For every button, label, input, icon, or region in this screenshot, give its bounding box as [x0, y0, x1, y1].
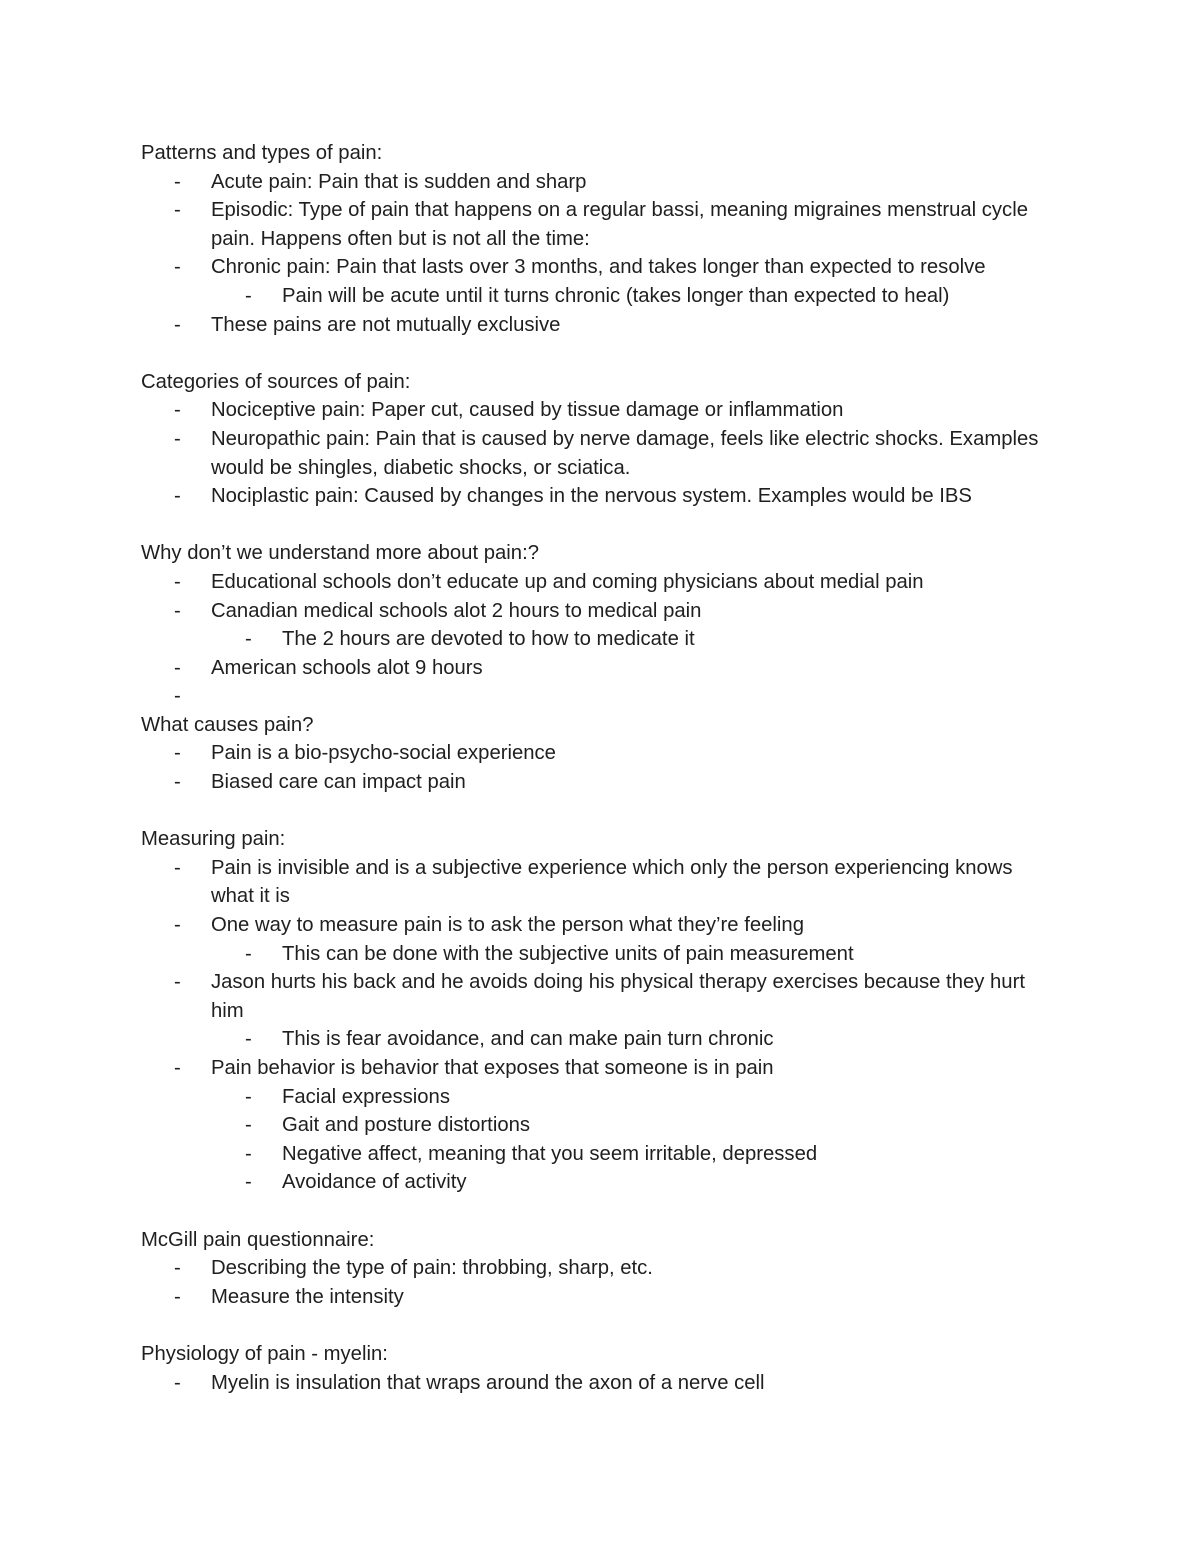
- bullet-list: [141, 1369, 1061, 1398]
- sub-list-item-text: Negative affect, meaning that you seem irritable, depressed: [282, 1142, 818, 1165]
- list-item-text: Nociceptive pain: Paper cut, caused by tissue damage or inflammation: [211, 399, 844, 422]
- section-mcgill-questionnaire: [141, 1226, 1061, 1312]
- sub-list-item: [211, 625, 1061, 654]
- section-heading: What causes pain?: [141, 713, 314, 736]
- list-item: [141, 1369, 1061, 1398]
- section-what-causes-pain: [141, 711, 1061, 797]
- section-heading: McGill pain questionnaire:: [141, 1228, 375, 1251]
- list-item: [141, 597, 1061, 654]
- list-item: [141, 854, 1061, 911]
- list-item: [141, 911, 1061, 968]
- list-item-text: Educational schools don’t educate up and coming physicians about medial pain: [211, 570, 924, 593]
- sub-list-item-text: Facial expressions: [282, 1085, 450, 1108]
- list-item: [141, 654, 1061, 683]
- sub-bullet-list: [211, 282, 1061, 311]
- list-item-text: Pain is a bio-psycho-social experience: [211, 742, 556, 765]
- list-item-text: Episodic: Type of pain that happens on a regular bassi, meaning migraines menstrual cycle pain. Happens often but is not all the time:: [211, 199, 1028, 250]
- section-heading: Why don’t we understand more about pain:?: [141, 542, 539, 565]
- bullet-list: [141, 568, 1061, 711]
- sub-list-item-text: Avoidance of activity: [282, 1171, 467, 1194]
- sub-list-item-text: Pain will be acute until it turns chronic (takes longer than expected to heal): [282, 284, 950, 307]
- sub-list-item: [211, 1083, 1061, 1112]
- sub-list-item: [211, 282, 1061, 311]
- list-item: [141, 768, 1061, 797]
- list-item: [141, 196, 1061, 253]
- list-item: [141, 568, 1061, 597]
- sub-list-item-text: The 2 hours are devoted to how to medicate it: [282, 628, 695, 651]
- sub-bullet-list: [211, 940, 1061, 969]
- section-heading: Measuring pain:: [141, 828, 286, 851]
- list-item-text: Pain behavior is behavior that exposes that someone is in pain: [211, 1057, 774, 1079]
- list-item-text: Nociplastic pain: Caused by changes in the nervous system. Examples would be IBS: [211, 485, 972, 508]
- empty-list-item: [141, 682, 1061, 711]
- list-item: [141, 1283, 1061, 1312]
- list-item: [141, 1254, 1061, 1283]
- section-categories-of-sources: [141, 368, 1061, 511]
- list-item: [141, 739, 1061, 768]
- section-physiology-myelin: [141, 1340, 1061, 1397]
- sub-list-item: [211, 1140, 1061, 1169]
- sub-list-item: [211, 1168, 1061, 1197]
- section-why-dont-we-understand: [141, 539, 1061, 711]
- sub-list-item: [211, 1025, 1061, 1054]
- list-item: [141, 1054, 1061, 1197]
- list-item-text: American schools alot 9 hours: [211, 656, 483, 679]
- list-item-text: Canadian medical schools alot 2 hours to medical pain: [211, 599, 702, 622]
- section-heading: Categories of sources of pain:: [141, 370, 411, 393]
- list-item: [141, 396, 1061, 425]
- list-item-text: Pain is invisible and is a subjective experience which only the person experiencing knows what it is: [211, 856, 1013, 908]
- list-item-text: Acute pain: Pain that is sudden and sharp: [211, 170, 587, 193]
- list-item: [141, 425, 1061, 482]
- bullet-list: [141, 739, 1061, 796]
- bullet-list: [141, 168, 1061, 340]
- list-item-text: Neuropathic pain: Pain that is caused by nerve damage, feels like electric shocks. Examples would be shingles, diabetic shocks, or sciatica.: [211, 427, 1039, 479]
- list-item-text: Measure the intensity: [211, 1285, 404, 1308]
- document-page: [141, 139, 1061, 1426]
- list-item-text: One way to measure pain is to ask the person what they’re feeling: [211, 914, 804, 937]
- bullet-list: [141, 1254, 1061, 1311]
- sub-list-item: [211, 1111, 1061, 1140]
- list-item: [141, 311, 1061, 340]
- list-item: [141, 482, 1061, 511]
- list-item: [141, 968, 1061, 1054]
- bullet-list: [141, 396, 1061, 510]
- sub-list-item: [211, 940, 1061, 969]
- sub-list-item-text: This can be done with the subjective units of pain measurement: [282, 942, 854, 965]
- section-patterns-and-types: [141, 139, 1061, 339]
- list-item-text: Myelin is insulation that wraps around the axon of a nerve cell: [211, 1371, 765, 1394]
- list-item: [141, 253, 1061, 310]
- section-heading: Patterns and types of pain:: [141, 142, 383, 164]
- sub-bullet-list: [211, 625, 1061, 654]
- sub-list-item-text: This is fear avoidance, and can make pain turn chronic: [282, 1028, 774, 1051]
- section-heading: Physiology of pain - myelin:: [141, 1342, 388, 1365]
- list-item-text: Chronic pain: Pain that lasts over 3 months, and takes longer than expected to resolve: [211, 256, 986, 279]
- sub-bullet-list: [211, 1083, 1061, 1197]
- list-item-text: These pains are not mutually exclusive: [211, 313, 561, 336]
- list-item-text: Jason hurts his back and he avoids doing his physical therapy exercises because they hurt him: [211, 971, 1025, 1022]
- list-item-text: Describing the type of pain: throbbing, sharp, etc.: [211, 1257, 653, 1280]
- sub-list-item-text: Gait and posture distortions: [282, 1114, 531, 1137]
- sub-bullet-list: [211, 1025, 1061, 1054]
- list-item-text: Biased care can impact pain: [211, 771, 466, 794]
- section-measuring-pain: [141, 825, 1061, 1197]
- list-item: [141, 168, 1061, 197]
- bullet-list: [141, 854, 1061, 1197]
